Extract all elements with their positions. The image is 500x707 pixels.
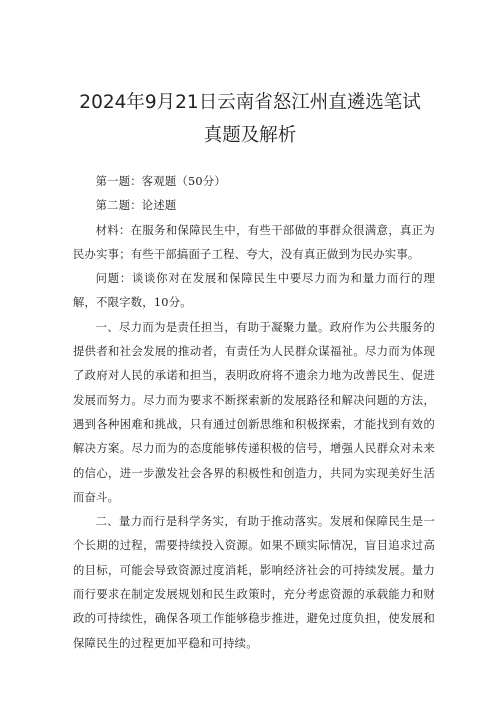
material-paragraph: 材料：在服务和保障民生中，有些干部做的事群众很满意，真正为民办实事；有些干部搞面子工程、夸大，没有真正做到为民办实事。: [73, 223, 435, 261]
document-body: [73, 170, 435, 656]
answer-point-1-paragraph: 一、尽力而为是责任担当，有助于凝聚力量。政府作为公共服务的提供者和社会发展的推动者，有责任为人民群众谋福祉。尽力而为体现了政府对人民的承诺和担当，表明政府将不遗余力地为改善民生、促进发展而努力。尽力而为要求不断探索新的发展路径和解决问题的方法，遇到各种困难和挑战，只有通过创新思维和积极探索，才能找到有效的解决方案。尽力而为的态度能够传递积极的信号，增强人民群众对未来的信心，进一步激发社会各界的积极性和创造力，共同为实现美好生活而奋斗。: [73, 320, 435, 504]
document-title-line2: 真题及解析: [203, 125, 297, 146]
question-paragraph: 问题：谈谈你对在发展和保障民生中要尽力而为和量力而行的理解，不限字数，10分。: [73, 272, 435, 310]
section-objective-heading: 第一题：客观题（50分）: [95, 175, 226, 188]
document-title-line1: 2024年9月21日云南省怒江州直遴选笔试: [79, 92, 421, 113]
section-essay-heading: 第二题：论述题: [95, 199, 177, 213]
answer-point-2-paragraph: 二、量力而行是科学务实，有助于推动落实。发展和保障民生是一个长期的过程，需要持续投入资源。如果不顾实际情况，盲目追求过高的目标，可能会导致资源过度消耗，影响经济社会的可持续发展。量力而行要求在制定发展规划和民生政策时，充分考虑资源的承载能力和财政的可持续性，确保各项工作能够稳步推进，避免过度负担，使发展和保障民生的过程更加平稳和可持续。: [73, 515, 435, 650]
